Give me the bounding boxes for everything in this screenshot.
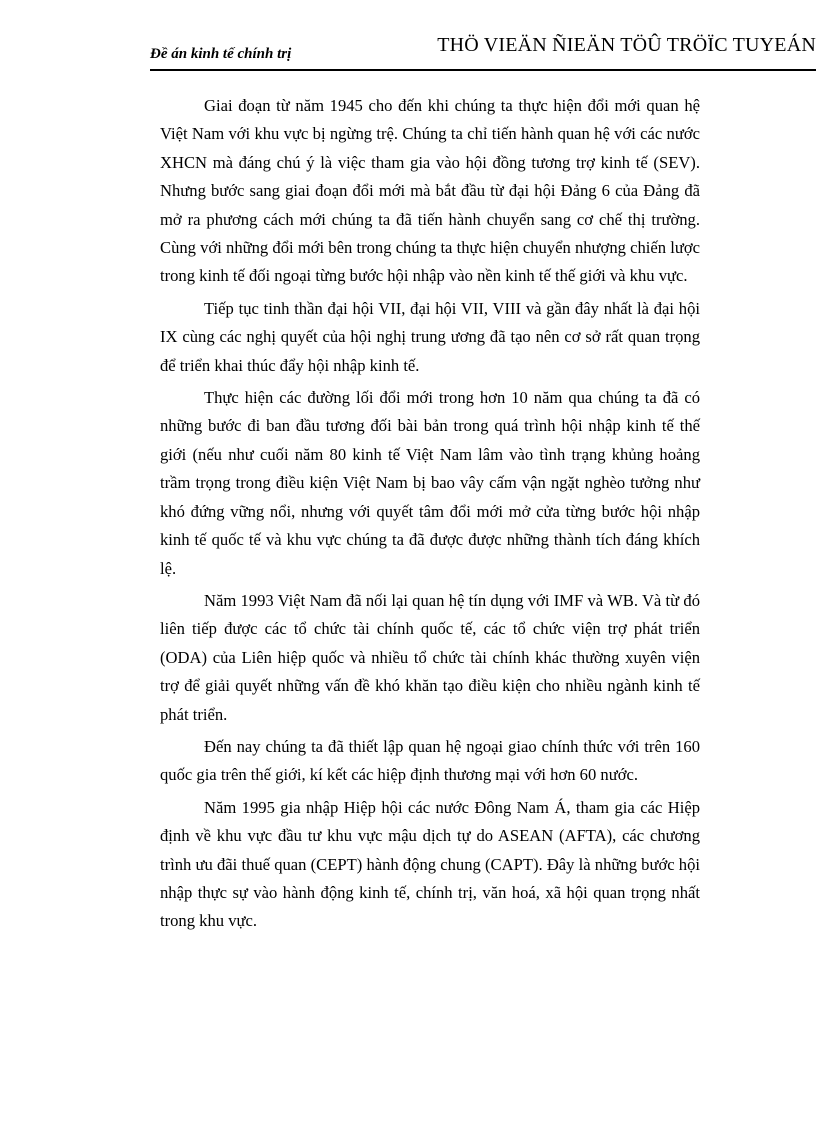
paragraph: Đến nay chúng ta đã thiết lập quan hệ ngoại giao chính thức với trên 160 quốc gia trên thế giới, kí kết các hiệp định thương mại với hơn 60 nước.	[160, 736, 700, 785]
paragraph: Năm 1995 gia nhập Hiệp hội các nước Đông Nam Á, tham gia các Hiệp định về khu vực đầu tư khu vực mậu dịch tự do ASEAN (AFTA), các chương trình ưu đãi thuế quan (CEPT) hành động chung (CAPT). Đây là những bước hội nhập thực sự vào hành động kinh tế, chính trị, văn hoá, xã hội quan trọng nhất trong khu vực.	[160, 797, 700, 931]
paragraph: Tiếp tục tinh thần đại hội VII, đại hội VII, VIII và gần đây nhất là đại hội IX cùng các nghị quyết của hội nghị trung ương đã tạo nên cơ sở rất quan trọng để triển khai thúc đẩy hội nhập kinh tế.	[160, 298, 700, 375]
paragraph: Giai đoạn từ năm 1945 cho đến khi chúng ta thực hiện đổi mới quan hệ Việt Nam với khu vực bị ngừng trệ. Chúng ta chỉ tiến hành quan hệ với các nước XHCN mà đáng chú ý là việc tham gia vào hội đồng tương trợ kinh tế (SEV). Nhưng bước sang giai đoạn đổi mới mà bắt đầu từ đại hội Đảng 6 của Đảng đã mở ra phương cách mới chúng ta đã tiến hành chuyển sang cơ chế thị trường. Cùng với những đổi mới bên trong chúng ta thực hiện chuyển nhượng chiến lược trong kinh tế đối ngoại từng bước hội nhập vào nền kinh tế thế giới và khu vực.	[160, 96, 700, 286]
paragraph: Năm 1993 Việt Nam đã nối lại quan hệ tín dụng với IMF và WB. Và từ đó liên tiếp được các tổ chức tài chính quốc tế, các tổ chức viện trợ phát triển (ODA) của Liên hiệp quốc và nhiều tổ chức tài chính khác thường xuyên viện trợ để giải quyết những vấn đề khó khăn tạo điều kiện cho nhiều ngành kinh tế phát triển.	[160, 590, 700, 724]
document-title: Đề án kinh tế chính trị	[150, 46, 292, 62]
library-title: THÖ VIEÄN ÑIEÄN TÖÛ TRÖÏC TUYEÁN	[437, 34, 816, 56]
document-body	[160, 92, 700, 936]
page-header	[150, 30, 816, 68]
header-divider	[150, 69, 816, 71]
paragraph: Thực hiện các đường lối đổi mới trong hơn 10 năm qua chúng ta đã có những bước đi ban đầu tương đối bài bản trong quá trình hội nhập kinh tế thế giới (nếu như cuối năm 80 kinh tế Việt Nam lâm vào tình trạng khủng hoảng trầm trọng trong điều kiện Việt Nam bị bao vây cấm vận ngặt nghèo tưởng như khó đứng vững nổi, nhưng với quyết tâm đổi mới mở cửa từng bước hội nhập kinh tế quốc tế và khu vực chúng ta đã được được những thành tích đáng khích lệ.	[160, 388, 700, 578]
